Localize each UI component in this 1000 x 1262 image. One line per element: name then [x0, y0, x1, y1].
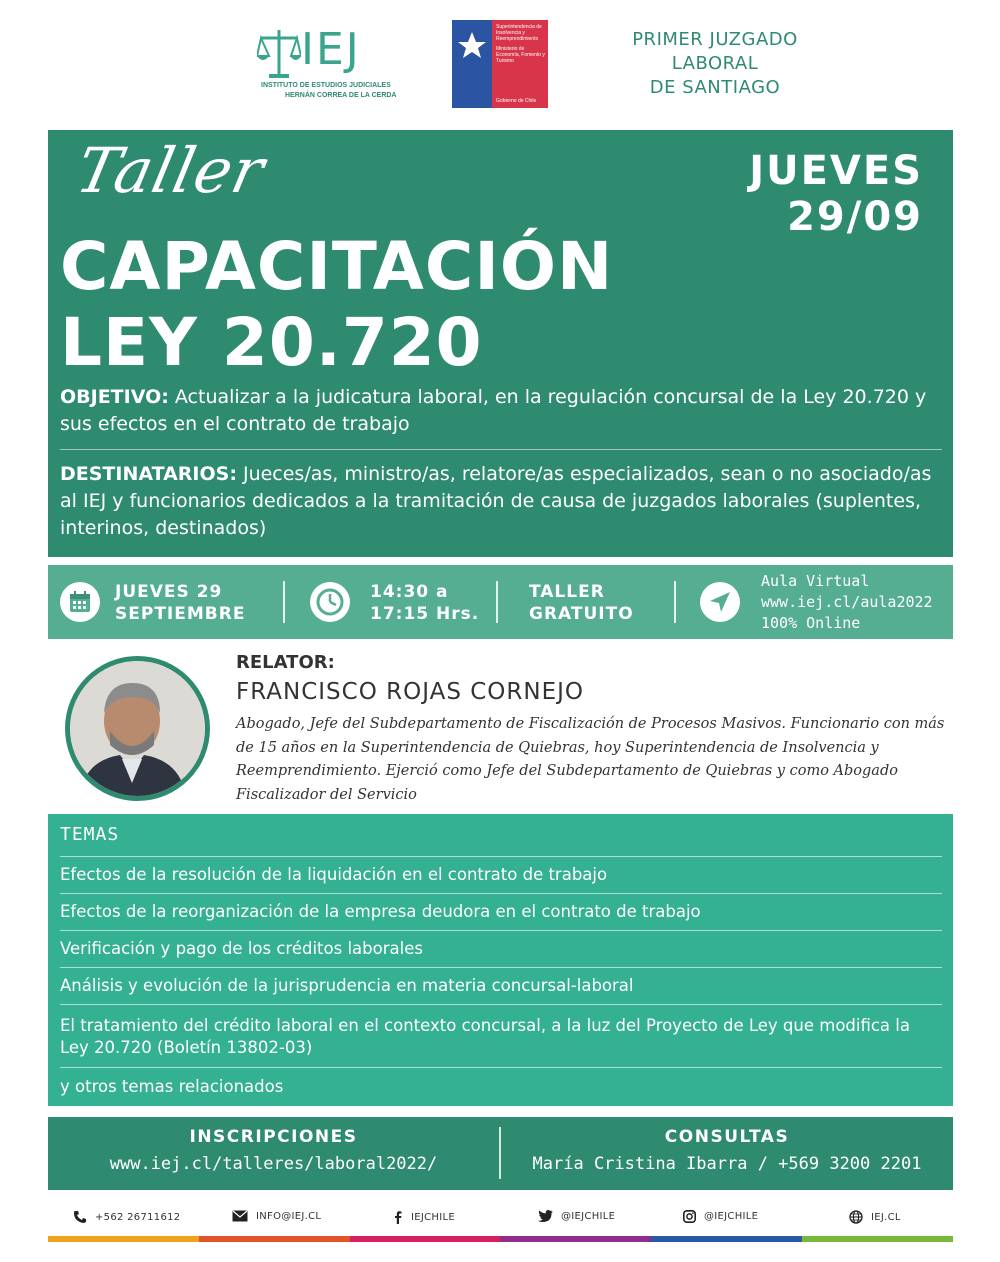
mail-icon	[232, 1210, 248, 1222]
objetivo-label: OBJETIVO:	[60, 386, 169, 408]
info-price-line: GRATUITO	[529, 604, 634, 624]
info-price	[529, 581, 634, 625]
color-stripe-segment	[802, 1236, 953, 1242]
info-place-line: Aula Virtual	[761, 572, 870, 590]
contact-facebook-text: IEJCHILE	[411, 1211, 455, 1223]
temas-panel	[48, 814, 953, 1106]
facebook-icon	[393, 1210, 403, 1224]
list-item: Efectos de la resolución de la liquidación en el contrato de trabajo	[60, 865, 608, 884]
speaker-photo	[70, 661, 205, 796]
color-stripe-segment	[350, 1236, 501, 1242]
gov-agency-name	[496, 24, 548, 64]
destinatarios-paragraph	[60, 461, 940, 542]
divider	[674, 581, 676, 623]
iej-logo	[255, 24, 397, 106]
divider	[60, 449, 942, 450]
page-title: CAPACITACIÓN	[60, 228, 614, 305]
divider	[60, 967, 942, 968]
iej-logo-subtitle: INSTITUTO DE ESTUDIOS JUDICIALES	[261, 82, 391, 89]
contact-facebook[interactable]	[393, 1210, 455, 1224]
gov-ministry-text: Ministerio de Economía, Fomento y Turismo	[496, 46, 545, 64]
contact-phone[interactable]	[73, 1210, 180, 1224]
contact-instagram[interactable]	[683, 1210, 758, 1223]
color-stripe-segment	[48, 1236, 199, 1242]
relator-label: RELATOR:	[236, 652, 335, 673]
court-line: DE SANTIAGO	[649, 77, 781, 98]
chile-coat-of-arms-icon	[452, 26, 492, 66]
contact-email[interactable]	[232, 1210, 321, 1222]
divider	[60, 930, 942, 931]
inscripciones-title: INSCRIPCIONES	[189, 1127, 358, 1147]
avatar	[65, 656, 210, 801]
info-price-line: TALLER	[529, 582, 605, 602]
list-item: Análisis y evolución de la jurisprudencia en materia concursal-laboral	[60, 976, 634, 995]
divider	[60, 1004, 942, 1005]
scales-of-justice-icon	[257, 26, 301, 82]
contact-email-text: INFO@IEJ.CL	[256, 1210, 322, 1222]
inscripciones-band	[48, 1117, 953, 1190]
gov-agency-text: Superintendencia de Insolvencia y Reemprendimiento	[496, 24, 542, 42]
color-stripe-segment	[199, 1236, 350, 1242]
inscripciones-link[interactable]: www.iej.cl/talleres/laboral2022/	[109, 1154, 438, 1174]
list-item: Efectos de la reorganización de la empresa deudora en el contrato de trabajo	[60, 902, 701, 921]
gov-footer: Gobierno de Chile	[496, 98, 537, 104]
info-place	[761, 571, 933, 634]
info-place-line: 100% Online	[761, 614, 861, 632]
info-time-line: 14:30 a	[370, 582, 449, 602]
government-logo	[452, 20, 548, 108]
event-date	[749, 148, 923, 240]
destinatarios-text: Jueces/as, ministro/as, relatore/as especializados, sean o no asociado/as al IEJ y funcionarios dedicados a la tramitación de causa de juzgados laborales (suplentes, interinos, destinados)	[60, 463, 932, 539]
list-item: y otros temas relacionados	[60, 1077, 284, 1096]
phone-icon	[73, 1210, 87, 1224]
contact-twitter-text: @IEJCHILE	[561, 1210, 616, 1222]
taller-script-label: Taller	[70, 134, 272, 207]
event-date-number: 29/09	[787, 194, 923, 240]
contact-instagram-text: @IEJCHILE	[704, 1211, 759, 1222]
contact-website[interactable]	[849, 1210, 901, 1224]
iej-logo-subtitle-2: HERNÁN CORREA DE LA CERDA	[285, 92, 397, 99]
objetivo-text: Actualizar a la judicatura laboral, en la regulación concursal de la Ley 20.720 y sus efectos en el contrato de trabajo	[60, 386, 927, 435]
divider	[283, 581, 285, 623]
destinatarios-label: DESTINATARIOS:	[60, 463, 237, 485]
info-date	[115, 581, 245, 625]
twitter-icon	[538, 1210, 553, 1222]
instagram-icon	[683, 1210, 696, 1223]
divider	[60, 856, 942, 857]
court-name	[600, 28, 830, 100]
info-date-line: SEPTIEMBRE	[115, 604, 246, 624]
info-time	[370, 581, 479, 625]
clock-icon	[310, 582, 350, 622]
color-stripe-segment	[651, 1236, 802, 1242]
divider	[496, 581, 498, 623]
globe-icon	[849, 1210, 863, 1224]
list-item: El tratamiento del crédito laboral en el contexto concursal, a la luz del Proyecto de Ley que modifica la Ley 20.720 (Boletín 13802-03)	[60, 1016, 910, 1057]
color-stripe-segment	[500, 1236, 651, 1242]
consultas-contact: María Cristina Ibarra / +569 3200 2201	[532, 1154, 922, 1174]
event-day: JUEVES	[749, 148, 923, 194]
objetivo-paragraph	[60, 384, 940, 438]
divider	[60, 1067, 942, 1068]
contact-twitter[interactable]	[538, 1210, 615, 1222]
court-line: LABORAL	[671, 53, 759, 74]
info-time-line: 17:15 Hrs.	[370, 604, 480, 624]
divider	[60, 893, 942, 894]
calendar-icon	[60, 582, 100, 622]
list-item: Verificación y pago de los créditos laborales	[60, 939, 423, 958]
relator-bio: Abogado, Jefe del Subdepartamento de Fiscalización de Procesos Masivos. Funcionario con más de 15 años en la Superintendencia de Quiebras, hoy Superintendencia de Insolvencia y Reemprendimiento. Ejerció como Jefe del Subdepartamento de Quiebras y como Abogado Fiscalizador del Servicio	[236, 716, 945, 803]
location-arrow-icon	[700, 582, 740, 622]
event-info-bar	[48, 565, 953, 639]
contact-website-text: IEJ.CL	[871, 1211, 901, 1223]
contact-phone-text: +562 26711612	[95, 1211, 181, 1223]
page-title-line-2: LEY 20.720	[60, 304, 483, 381]
relator-name: FRANCISCO ROJAS CORNEJO	[236, 679, 585, 705]
consultas-title: CONSULTAS	[664, 1127, 790, 1147]
info-place-url[interactable]: www.iej.cl/aula2022	[761, 593, 933, 611]
court-line: PRIMER JUZGADO	[632, 29, 798, 50]
hero-panel	[48, 130, 953, 557]
temas-title: TEMAS	[60, 824, 120, 845]
info-date-line: JUEVES 29	[115, 582, 223, 602]
color-stripe	[48, 1236, 953, 1242]
gov-blue-panel	[452, 20, 492, 108]
iej-logo-text: IEJ	[301, 24, 361, 75]
